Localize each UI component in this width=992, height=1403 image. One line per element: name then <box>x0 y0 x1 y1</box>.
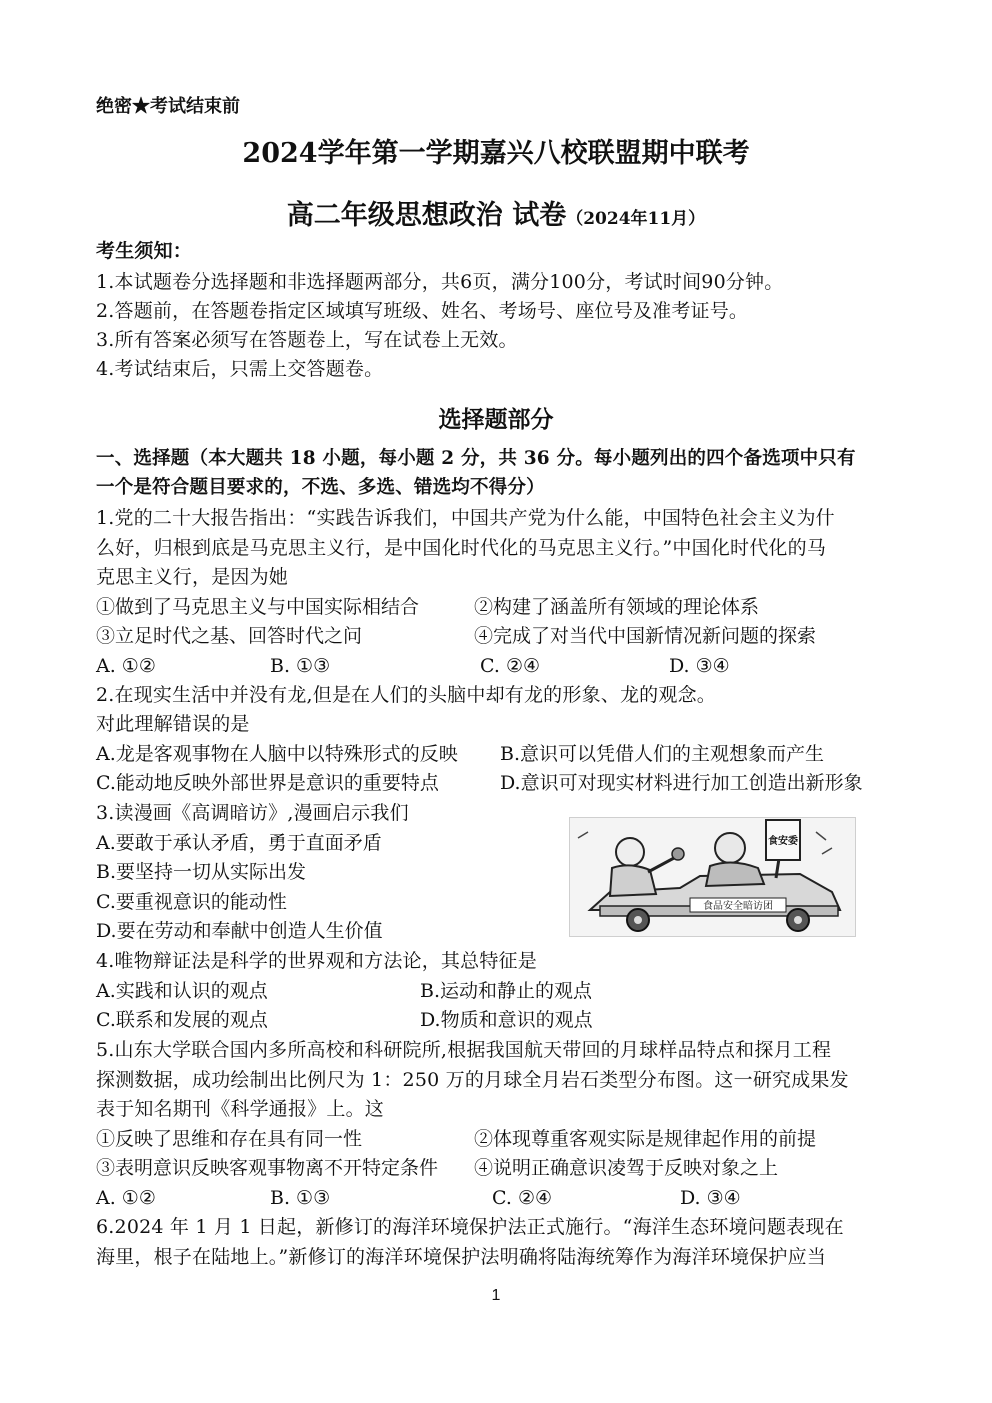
cartoon-sign-text: 食安委 <box>768 836 798 847</box>
notice-item: 2.答题前，在答题卷指定区域填写班级、姓名、考场号、座位号及准考证号。 <box>96 300 749 322</box>
question-text: 克思主义行，是因为她 <box>96 566 289 588</box>
answer-option: D. ③④ <box>669 655 730 677</box>
answer-option: C. ②④ <box>492 1187 553 1209</box>
answer-option: B.运动和静止的观点 <box>420 980 593 1002</box>
answer-option: D.要在劳动和奉献中创造人生价值 <box>96 920 383 942</box>
exam-title: 2024学年第一学期嘉兴八校联盟期中联考 <box>242 138 750 169</box>
section-instruction: 一个是符合题目要求的，不选、多选、错选均不得分） <box>96 477 545 498</box>
cartoon-banner-text: 食品安全暗访团 <box>703 901 773 912</box>
answer-option: D.意识可对现实材料进行加工创造出新形象 <box>500 772 863 794</box>
statement-item: ③立足时代之基、回答时代之问 <box>96 625 363 647</box>
answer-option: C.要重视意识的能动性 <box>96 891 287 913</box>
answer-option: D.物质和意识的观点 <box>420 1009 593 1031</box>
answer-option: D. ③④ <box>680 1187 741 1209</box>
question-text: 6.2024 年 1 月 1 日起，新修订的海洋环境保护法正式施行。“海洋生态环境问题表现在 <box>96 1216 844 1238</box>
statement-item: ③表明意识反映客观事物离不开特定条件 <box>96 1157 439 1179</box>
answer-option: A. ①② <box>96 655 156 677</box>
exam-date: （2024年11月） <box>566 209 706 229</box>
answer-option: C. ②④ <box>480 655 541 677</box>
statement-item: ④完成了对当代中国新情况新问题的探索 <box>474 625 817 647</box>
question-text: 表于知名期刊《科学通报》上。这 <box>96 1098 385 1120</box>
question-text: 2.在现实生活中并没有龙,但是在人们的头脑中却有龙的形象、龙的观念。 <box>96 684 716 706</box>
question-text: 3.读漫画《高调暗访》,漫画启示我们 <box>96 802 409 824</box>
page-number: 1 <box>491 1287 501 1304</box>
notice-heading: 考生须知： <box>96 240 193 262</box>
statement-item: ②体现尊重客观实际是规律起作用的前提 <box>474 1128 817 1150</box>
answer-option: C.能动地反映外部世界是意识的重要特点 <box>96 772 439 794</box>
subject-title: 高二年级思想政治 试卷 <box>286 200 567 231</box>
answer-option: B.意识可以凭借人们的主观想象而产生 <box>500 743 825 765</box>
statement-item: ④说明正确意识凌驾于反映对象之上 <box>474 1157 779 1179</box>
answer-option: B.要坚持一切从实际出发 <box>96 861 307 883</box>
answer-option: A. ①② <box>96 1187 156 1209</box>
exam-subtitle <box>0 193 992 232</box>
cartoon-illustration <box>570 818 855 936</box>
answer-option: B. ①③ <box>270 1187 331 1209</box>
cartoon-image <box>569 817 856 937</box>
answer-option: A.龙是客观事物在人脑中以特殊形式的反映 <box>96 743 458 765</box>
statement-item: ①做到了马克思主义与中国实际相结合 <box>96 596 420 618</box>
question-text: 对此理解错误的是 <box>96 713 250 735</box>
notice-item: 3.所有答案必须写在答题卷上，写在试卷上无效。 <box>96 329 518 351</box>
notice-item: 4.考试结束后，只需上交答题卷。 <box>96 358 384 380</box>
question-text: 么好，归根到底是马克思主义行，是中国化时代化的马克思主义行。”中国化时代化的马 <box>96 537 827 559</box>
section-instruction: 一、选择题（本大题共 18 小题，每小题 2 分，共 36 分。每小题列出的四个备选项中只有 <box>96 448 856 469</box>
statement-item: ①反映了思维和存在具有同一性 <box>96 1128 363 1150</box>
answer-option: B. ①③ <box>270 655 331 677</box>
answer-option: C.联系和发展的观点 <box>96 1009 268 1031</box>
section-title: 选择题部分 <box>438 406 554 433</box>
question-text: 1.党的二十大报告指出：“实践告诉我们，中国共产党为什么能，中国特色社会主义为什 <box>96 507 835 529</box>
answer-option: A.要敢于承认矛盾，勇于直面矛盾 <box>96 832 382 854</box>
question-text: 5.山东大学联合国内多所高校和科研院所,根据我国航天带回的月球样品特点和探月工程 <box>96 1039 832 1061</box>
notice-item: 1.本试题卷分选择题和非选择题两部分，共6页，满分100分，考试时间90分钟。 <box>96 271 784 293</box>
confidential-label: 绝密★考试结束前 <box>96 96 240 117</box>
question-text: 探测数据，成功绘制出比例尺为 1：250 万的月球全月岩石类型分布图。这一研究成果发 <box>96 1069 849 1091</box>
statement-item: ②构建了涵盖所有领域的理论体系 <box>474 596 760 618</box>
answer-option: A.实践和认识的观点 <box>96 980 268 1002</box>
question-text: 海里，根子在陆地上。”新修订的海洋环境保护法明确将陆海统筹作为海洋环境保护应当 <box>96 1246 827 1268</box>
question-text: 4.唯物辩证法是科学的世界观和方法论，其总特征是 <box>96 950 537 972</box>
